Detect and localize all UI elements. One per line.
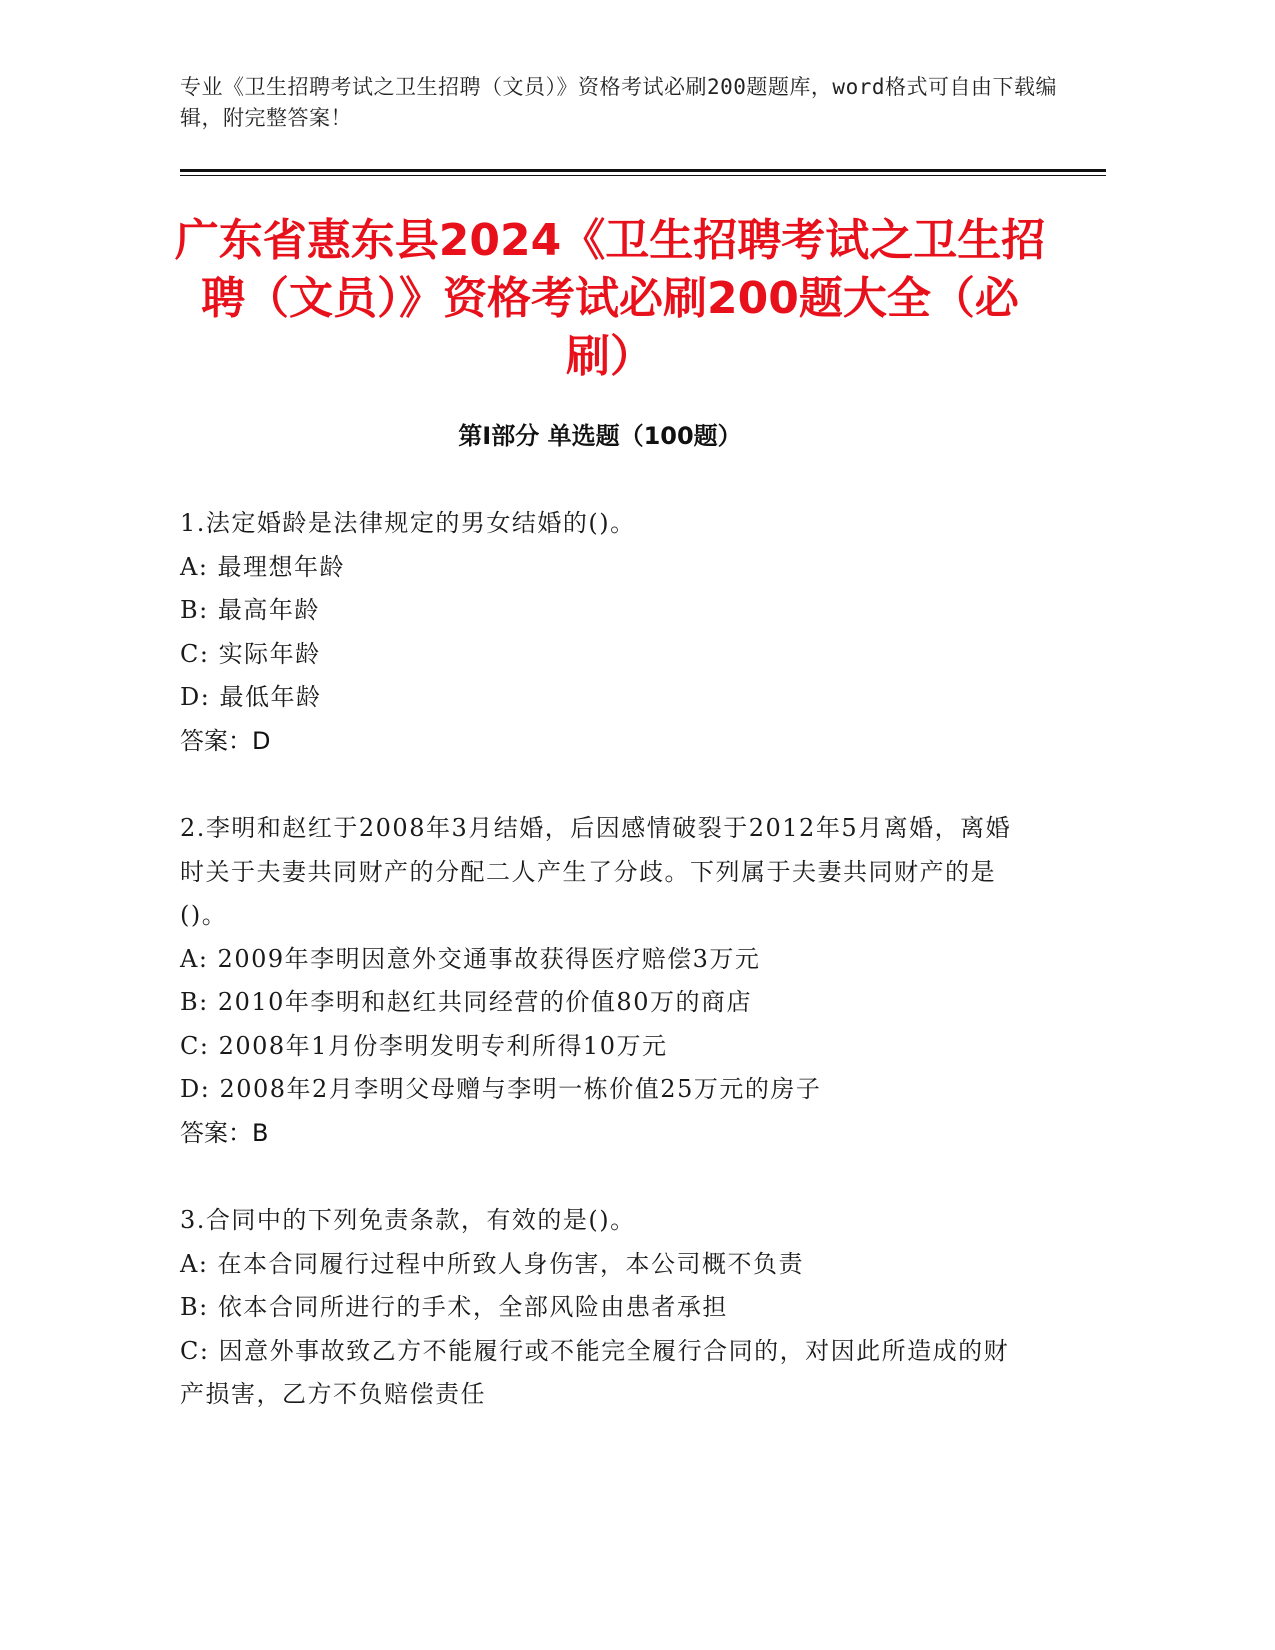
option-d: D: 2008年2月李明父母赠与李明一栋价值25万元的房子	[180, 1075, 822, 1103]
answer: 答案：D	[180, 726, 271, 755]
option-c: C: 实际年龄	[180, 639, 321, 668]
section-title: 第I部分 单选题（100题）	[458, 422, 742, 450]
question-stem: 1.法定婚龄是法律规定的男女结婚的()。	[180, 509, 636, 537]
question-3	[180, 1199, 1030, 1417]
header-rule-thin	[180, 175, 1106, 176]
option-c: C: 2008年1月份李明发明专利所得10万元	[180, 1031, 668, 1060]
question-1	[180, 502, 1030, 763]
option-c: C: 因意外事故致乙方不能履行或不能完全履行合同的，对因此所造成的财产损害，乙方不负赔偿责任	[180, 1336, 1010, 1408]
option-a: A: 最理想年龄	[180, 552, 346, 581]
header-note: 专业《卫生招聘考试之卫生招聘（文员）》资格考试必刷200题题库，word格式可自由下载编辑，附完整答案！	[180, 75, 1057, 130]
question-2	[180, 807, 1030, 1155]
option-b: B: 最高年龄	[180, 596, 320, 624]
answer: 答案：B	[180, 1118, 269, 1147]
option-a: A: 2009年李明因意外交通事故获得医疗赔偿3万元	[180, 944, 761, 973]
header-rule-thick	[180, 169, 1106, 172]
option-b: B: 依本合同所进行的手术，全部风险由患者承担	[180, 1293, 728, 1321]
document-title: 广东省惠东县2024《卫生招聘考试之卫生招聘（文员）》资格考试必刷200题大全（必刷）	[174, 215, 1046, 382]
question-stem: 2.李明和赵红于2008年3月结婚，后因感情破裂于2012年5月离婚，离婚时关于夫妻共同财产的分配二人产生了分歧。下列属于夫妻共同财产的是()。	[180, 814, 1012, 929]
question-list	[180, 502, 1030, 1461]
option-d: D: 最低年龄	[180, 683, 322, 711]
question-stem: 3.合同中的下列免责条款，有效的是()。	[180, 1206, 636, 1234]
option-a: A: 在本合同履行过程中所致人身伤害，本公司概不负责	[180, 1249, 805, 1278]
option-b: B: 2010年李明和赵红共同经营的价值80万的商店	[180, 988, 752, 1016]
